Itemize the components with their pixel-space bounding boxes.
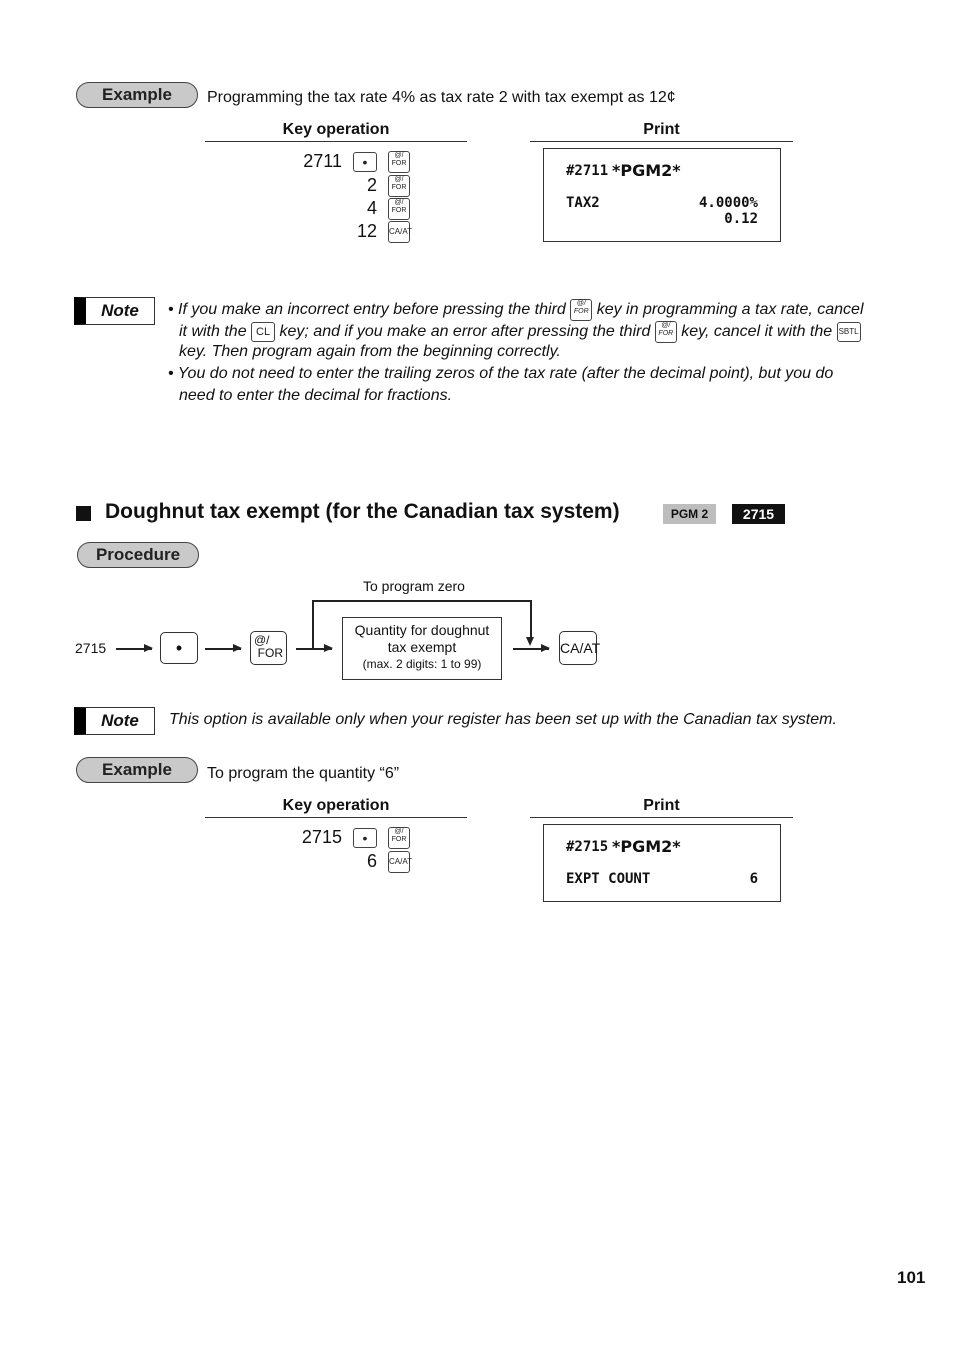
print-header: Print	[530, 121, 793, 142]
procedure-label: Procedure	[77, 542, 199, 568]
note-line: need to enter the decimal for fractions.	[179, 387, 453, 404]
key-row: 2 @/ FOR	[280, 175, 410, 197]
note-text: This option is available only when your register has been set up with the Canadian tax system.	[169, 711, 837, 728]
for-key: @/ FOR	[655, 321, 677, 343]
flow-arrow	[205, 648, 241, 650]
ca-at-key: CA/AT	[388, 221, 410, 243]
page-number: 101	[897, 1268, 926, 1287]
arrow-head	[526, 637, 534, 646]
for-key: @/ FOR	[388, 175, 410, 197]
example-label: Example	[76, 82, 198, 108]
flow-arrow	[296, 648, 332, 650]
start-code: 2715	[75, 640, 107, 656]
key-operation-header: Key operation	[205, 121, 467, 142]
key-row: 12 CA/AT	[280, 221, 410, 243]
key-row: 4 @/ FOR	[280, 198, 410, 220]
note-line: key. Then program again from the beginning correctly.	[179, 343, 561, 360]
key-row: 2715 • @/ FOR	[280, 827, 410, 849]
key-operation-header: Key operation	[205, 797, 467, 818]
note-label: Note	[74, 707, 155, 735]
receipt-print: #2715 *PGM2* EXPT COUNT 6	[543, 824, 781, 902]
bypass-line	[530, 600, 532, 640]
section-title: Doughnut tax exempt (for the Canadian tax system)	[105, 500, 620, 523]
example-description: Programming the tax rate 4% as tax rate 2 with tax exempt as 12¢	[207, 89, 676, 106]
for-key: @/ FOR	[570, 299, 592, 321]
cl-key: CL	[251, 322, 275, 342]
flow-arrow	[116, 648, 152, 650]
flow-arrow	[513, 648, 549, 650]
receipt-print: #2711 *PGM2* TAX2 4.0000% 0.12	[543, 148, 781, 242]
code-badge: 2715	[732, 504, 785, 524]
ca-at-key: CA/AT	[388, 851, 410, 873]
note-line: • You do not need to enter the trailing zeros of the tax rate (after the decimal point), but you do	[168, 365, 834, 382]
decimal-key: •	[160, 632, 198, 664]
note-line: it with the CL key; and if you make an error after pressing the third @/ FOR key, cancel it with the SBTL	[179, 321, 861, 343]
bypass-line	[312, 600, 314, 648]
for-key: @/ FOR	[250, 631, 287, 665]
note-line: • If you make an incorrect entry before pressing the third @/ FOR key in programming a tax rate, cancel	[168, 299, 864, 321]
key-row: 6 CA/AT	[280, 851, 410, 873]
for-key: @/ FOR	[388, 198, 410, 220]
pgm-badge: PGM 2	[663, 504, 716, 524]
decimal-key: •	[353, 152, 377, 172]
quantity-box: Quantity for doughnut tax exempt (max. 2 digits: 1 to 99)	[342, 617, 502, 680]
note-label: Note	[74, 297, 155, 325]
key-row: 2711 • @/ FOR	[280, 151, 410, 173]
bypass-line	[312, 600, 531, 602]
section-bullet	[76, 506, 91, 521]
print-header: Print	[530, 797, 793, 818]
zero-label: To program zero	[363, 578, 465, 594]
decimal-key: •	[353, 828, 377, 848]
for-key: @/ FOR	[388, 827, 410, 849]
for-key: @/ FOR	[388, 151, 410, 173]
example-label: Example	[76, 757, 198, 783]
sbtl-key: SBTL	[837, 322, 861, 342]
ca-at-key: CA/AT	[559, 631, 597, 665]
example-description: To program the quantity “6”	[207, 765, 400, 782]
